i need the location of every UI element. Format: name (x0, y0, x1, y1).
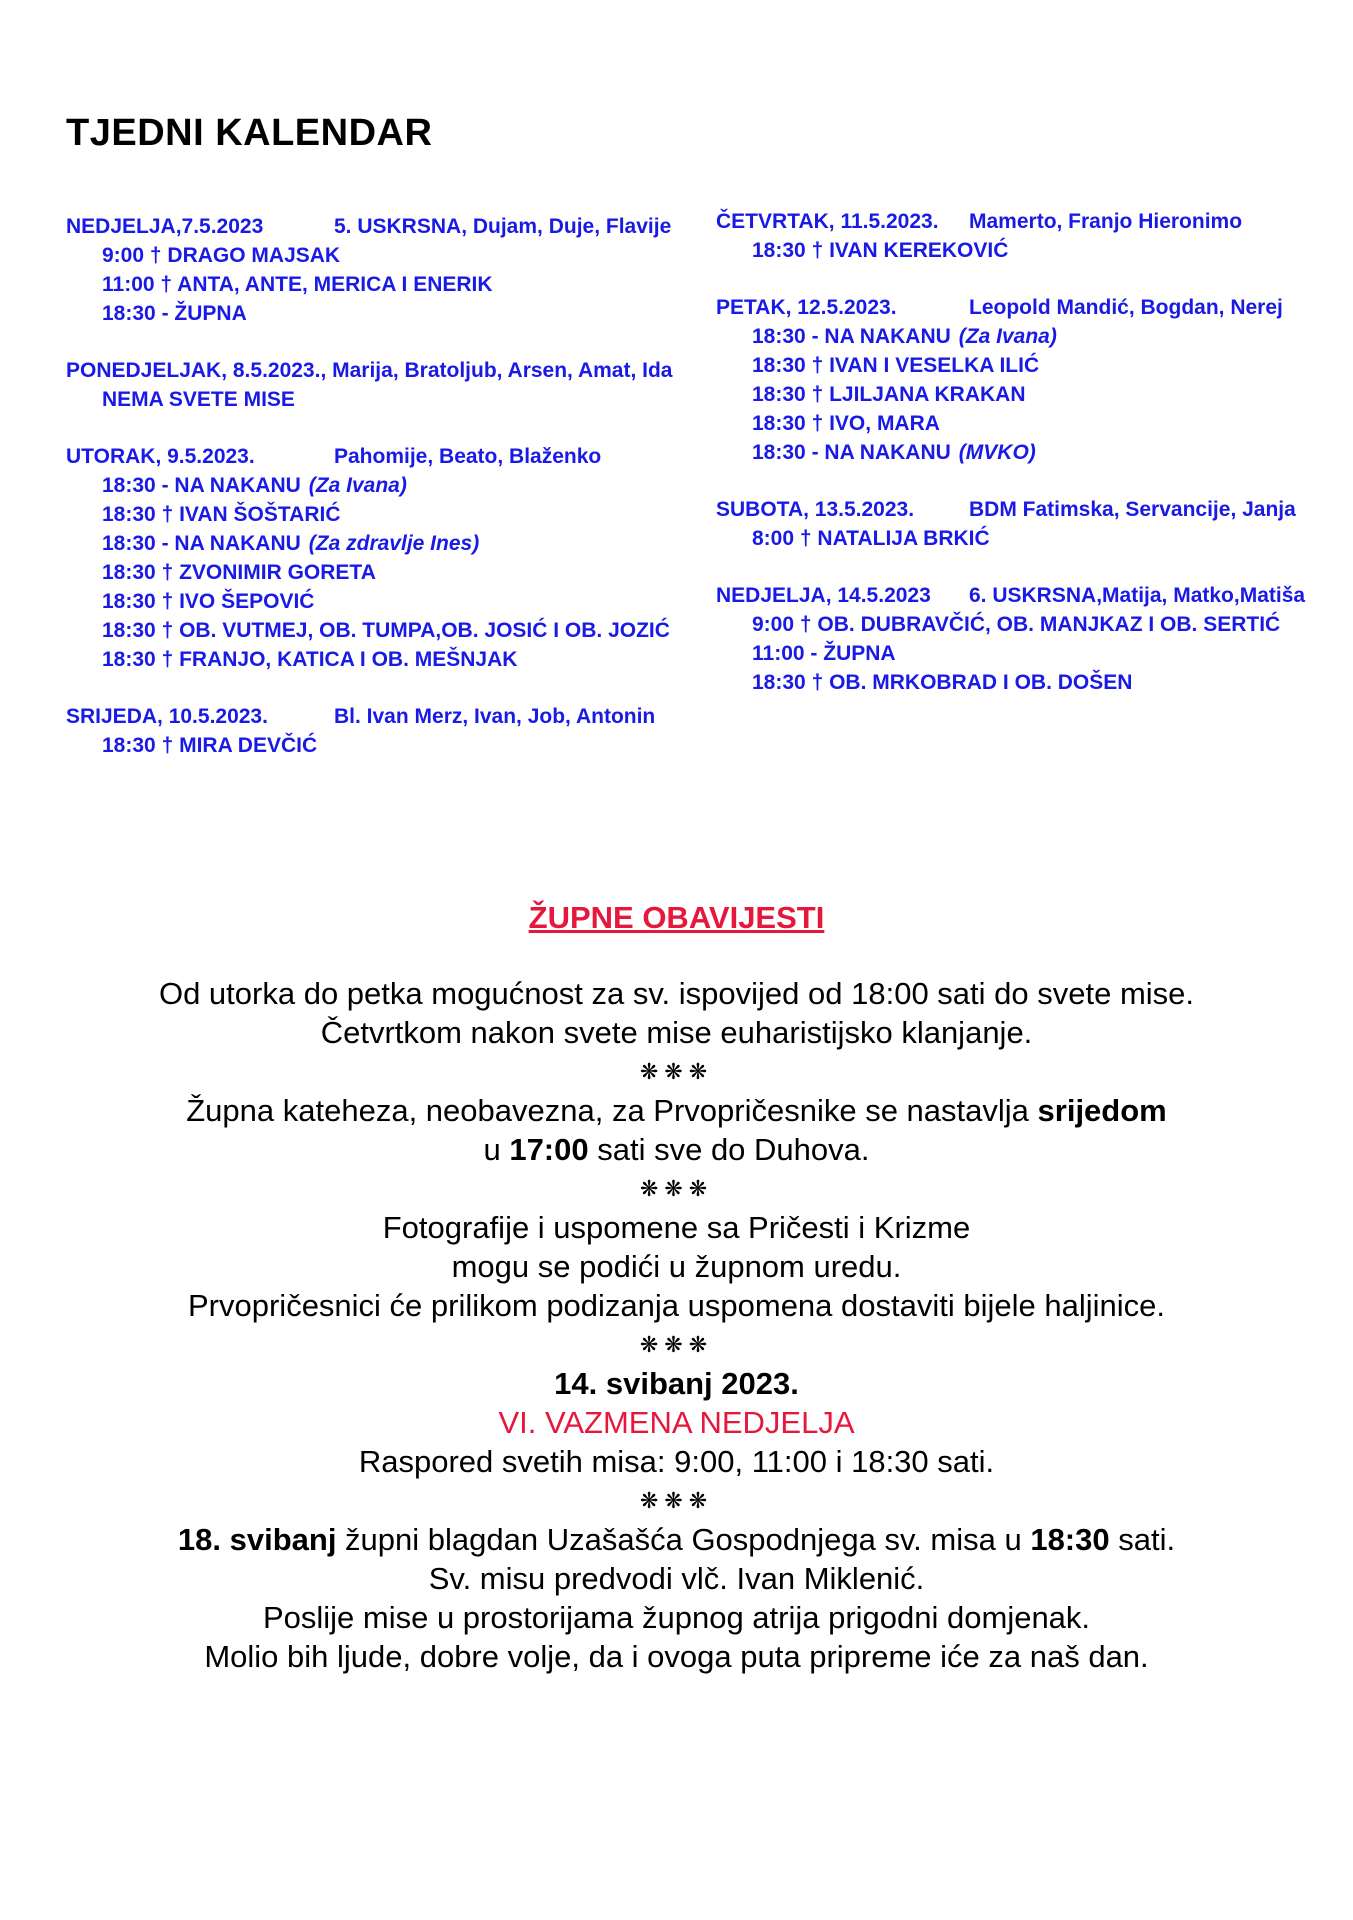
day-header (66, 212, 686, 241)
notice-text: sati sve do Duhova. (588, 1132, 870, 1167)
mass-intention: OB. VUTMEJ, OB. TUMPA,OB. JOSIĆ I OB. JOZIĆ (179, 619, 670, 642)
mass-entry (66, 587, 686, 616)
calendar-day (66, 212, 686, 328)
calendar-day (66, 442, 686, 674)
mass-note: (Za Ivana) (958, 325, 1057, 348)
day-date: NEDJELJA,7.5.2023 (66, 215, 264, 238)
notice-text: u (483, 1132, 510, 1167)
notice-bold-text: 17:00 (509, 1132, 589, 1167)
cross-icon: † (811, 239, 824, 262)
cross-icon: † (161, 590, 174, 613)
mass-entry (66, 471, 686, 500)
day-header (66, 356, 686, 385)
day-saints: Bl. Ivan Merz, Ivan, Job, Antonin (334, 705, 656, 728)
day-saints: Pahomije, Beato, Blaženko (334, 445, 602, 468)
calendar-day (716, 581, 1336, 697)
mass-time: 18:30 (102, 619, 156, 642)
cross-icon: † (161, 503, 174, 526)
cross-icon: † (799, 613, 812, 636)
calendar-right-column (716, 207, 1336, 725)
mass-intention: IVAN I VESELKA ILIĆ (829, 354, 1040, 377)
notice-text: Župna kateheza, neobavezna, za Prvopričesnike se nastavlja (186, 1093, 1038, 1128)
day-date: SUBOTA, 13.5.2023. (716, 498, 915, 521)
mass-time: 18:30 (102, 503, 156, 526)
mass-entry (716, 236, 1336, 265)
notice-line (0, 1520, 1353, 1559)
mass-entry (716, 438, 1336, 467)
calendar-left-column (66, 212, 686, 788)
day-saints: 6. USKRSNA,Matija, Matko,Matiša (969, 584, 1306, 607)
mass-time: 9:00 (102, 244, 145, 267)
day-saints: BDM Fatimska, Servancije, Janja (969, 498, 1296, 521)
notice-line: mogu se podići u župnom uredu. (451, 1249, 902, 1284)
mass-intention: NA NAKANU (174, 474, 301, 497)
cross-icon: † (161, 648, 174, 671)
mass-intention: IVAN ŠOŠTARIĆ (179, 503, 341, 526)
notice-text: sati. (1109, 1522, 1176, 1557)
mass-intention: OB. DUBRAVČIĆ, OB. MANJKAZ I OB. SERTIĆ (817, 613, 1281, 636)
separator-ornament: ❋❋❋ (639, 1059, 714, 1084)
page-title: TJEDNI KALENDAR (66, 112, 433, 154)
separator-ornament: ❋❋❋ (639, 1488, 714, 1513)
mass-entry (716, 380, 1336, 409)
cross-icon: † (161, 619, 174, 642)
mass-entry (716, 351, 1336, 380)
mass-intention: ŽUPNA (823, 642, 896, 665)
mass-intention: MIRA DEVČIĆ (179, 734, 318, 757)
day-header (716, 581, 1336, 610)
notice-bold-text: 18:30 (1030, 1522, 1110, 1557)
mass-intention: IVO, MARA (829, 412, 940, 435)
calendar-day (66, 702, 686, 760)
mass-time: 18:30 (102, 532, 156, 555)
mass-intention: NA NAKANU (824, 325, 951, 348)
mass-intention: NATALIJA BRKIĆ (817, 527, 990, 550)
mass-intention: IVO ŠEPOVIĆ (179, 590, 315, 613)
calendar-day (716, 207, 1336, 265)
mass-note: (MVKO) (958, 441, 1036, 464)
mass-entry (716, 524, 1336, 553)
mass-intention: ANTA, ANTE, MERICA I ENERIK (177, 273, 493, 296)
mass-time: 18:30 (752, 671, 806, 694)
day-saints: 5. USKRSNA, Dujam, Duje, Flavije (334, 215, 672, 238)
separator-ornament: ❋❋❋ (639, 1332, 714, 1357)
dash-mark: - (161, 532, 169, 555)
day-date: PONEDJELJAK, 8.5.2023., Marija, Bratoljub, Arsen, Amat, Ida (66, 359, 673, 382)
mass-time: 18:30 (102, 648, 156, 671)
mass-entry (66, 299, 686, 328)
mass-time: 18:30 (752, 383, 806, 406)
day-header (716, 207, 1336, 236)
mass-entry (66, 270, 686, 299)
day-date: PETAK, 12.5.2023. (716, 296, 897, 319)
mass-time: 18:30 (752, 239, 806, 262)
notice-bold-text: 18. svibanj (177, 1522, 337, 1557)
mass-entry (66, 616, 686, 645)
mass-entry (716, 639, 1336, 668)
cross-icon: † (161, 734, 174, 757)
dash-mark: - (161, 302, 169, 325)
cross-icon: † (799, 527, 812, 550)
calendar-day (66, 356, 686, 414)
notice-line: Prvopričesnici će prilikom podizanja uspomena dostaviti bijele haljinice. (188, 1288, 1165, 1323)
day-date: SRIJEDA, 10.5.2023. (66, 705, 268, 728)
mass-time: 18:30 (752, 412, 806, 435)
day-header (66, 442, 686, 471)
mass-time: 18:30 (102, 561, 156, 584)
dash-mark: - (161, 474, 169, 497)
mass-entry (66, 500, 686, 529)
cross-icon: † (811, 354, 824, 377)
mass-entry (66, 529, 686, 558)
mass-entry (716, 409, 1336, 438)
cross-icon: † (149, 244, 162, 267)
mass-intention: OB. MRKOBRAD I OB. DOŠEN (829, 671, 1133, 694)
mass-intention: LJILJANA KRAKAN (829, 383, 1026, 406)
mass-time: 8:00 (752, 527, 795, 550)
mass-note: (Za zdravlje Ines) (308, 532, 480, 555)
dash-mark: - (811, 325, 819, 348)
mass-time: 18:30 (102, 590, 156, 613)
dash-mark: - (810, 642, 818, 665)
notice-line: Poslije mise u prostorijama župnog atrija prigodni domjenak. (262, 1600, 1091, 1635)
mass-note: (Za Ivana) (308, 474, 407, 497)
no-mass-note: NEMA SVETE MISE (102, 388, 295, 411)
notice-text: župni blagdan Uzašašća Gospodnjega sv. misa u (336, 1522, 1031, 1557)
dash-mark: - (811, 441, 819, 464)
mass-entry (716, 322, 1336, 351)
notice-line: Molio bih ljude, dobre volje, da i ovoga puta pripreme iće za naš dan. (204, 1639, 1149, 1674)
mass-intention: NA NAKANU (824, 441, 951, 464)
notice-line (0, 1130, 1353, 1169)
calendar-day (716, 293, 1336, 467)
notice-line: Od utorka do petka mogućnost za sv. ispovijed od 18:00 sati do svete mise. (158, 976, 1195, 1011)
day-header (66, 702, 686, 731)
notices-title: ŽUPNE OBAVIJESTI (528, 900, 825, 935)
mass-time: 11:00 (102, 273, 155, 296)
cross-icon: † (161, 561, 174, 584)
mass-intention: DRAGO MAJSAK (167, 244, 341, 267)
mass-entry (66, 241, 686, 270)
mass-schedule: Raspored svetih misa: 9:00, 11:00 i 18:30 sati. (358, 1444, 995, 1479)
mass-entry (716, 668, 1336, 697)
mass-intention: IVAN KEREKOVIĆ (829, 239, 1009, 262)
mass-time: 18:30 (102, 474, 156, 497)
parish-notices (0, 898, 1353, 1676)
notice-bold-text: srijedom (1037, 1093, 1167, 1128)
calendar-day (716, 495, 1336, 553)
mass-intention: FRANJO, KATICA I OB. MEŠNJAK (179, 648, 518, 671)
sunday-name: VI. VAZMENA NEDJELJA (498, 1405, 855, 1440)
mass-time: 18:30 (752, 325, 806, 348)
cross-icon: † (811, 671, 824, 694)
day-header (716, 293, 1336, 322)
mass-intention: ZVONIMIR GORETA (179, 561, 376, 584)
notice-line: Sv. misu predvodi vlč. Ivan Miklenić. (428, 1561, 925, 1596)
notice-line: Četvrtkom nakon svete mise euharistijsko klanjanje. (320, 1015, 1033, 1050)
mass-time: 18:30 (102, 302, 156, 325)
notice-line: Fotografije i uspomene sa Pričesti i Krizme (382, 1210, 971, 1245)
mass-intention: ŽUPNA (174, 302, 247, 325)
day-date: NEDJELJA, 14.5.2023 (716, 584, 931, 607)
cross-icon: † (811, 383, 824, 406)
mass-entry (66, 558, 686, 587)
mass-time: 18:30 (752, 354, 806, 377)
mass-intention: NA NAKANU (174, 532, 301, 555)
mass-time: 9:00 (752, 613, 795, 636)
feast-date: 14. svibanj 2023. (554, 1366, 799, 1401)
cross-icon: † (811, 412, 824, 435)
mass-entry (716, 610, 1336, 639)
day-date: ČETVRTAK, 11.5.2023. (716, 210, 939, 233)
mass-time: 18:30 (102, 734, 156, 757)
mass-time: 11:00 (752, 642, 805, 665)
day-saints: Leopold Mandić, Bogdan, Nerej (969, 296, 1283, 319)
day-header (716, 495, 1336, 524)
mass-entry (66, 645, 686, 674)
cross-icon: † (160, 273, 173, 296)
day-saints: Mamerto, Franjo Hieronimo (969, 210, 1243, 233)
notice-line (0, 1091, 1353, 1130)
day-date: UTORAK, 9.5.2023. (66, 445, 255, 468)
separator-ornament: ❋❋❋ (639, 1176, 714, 1201)
mass-time: 18:30 (752, 441, 806, 464)
mass-entry (66, 731, 686, 760)
